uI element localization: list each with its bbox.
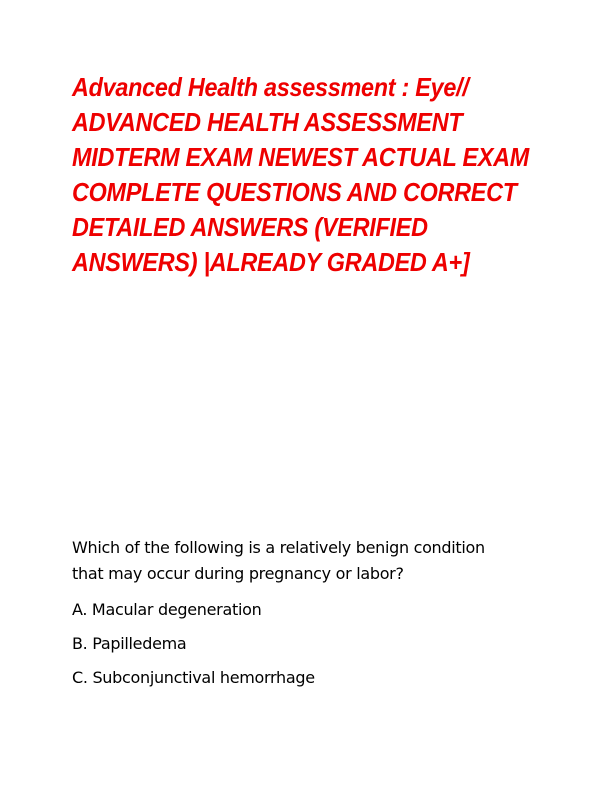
answer-option-a: A. Macular degeneration xyxy=(72,600,262,619)
question-line: that may occur during pregnancy or labor? xyxy=(72,564,404,583)
answer-option-b: B. Papilledema xyxy=(72,634,187,653)
title-line: Advanced Health assessment : Eye// xyxy=(72,72,469,102)
title-line: ADVANCED HEALTH ASSESSMENT xyxy=(72,107,463,137)
question-text xyxy=(72,535,542,587)
question-line: Which of the following is a relatively benign condition xyxy=(72,538,485,557)
question-block xyxy=(72,535,542,695)
title-line: ANSWERS) |ALREADY GRADED A+] xyxy=(72,247,470,277)
title-line: MIDTERM EXAM NEWEST ACTUAL EXAM xyxy=(72,142,530,172)
title-line: DETAILED ANSWERS (VERIFIED xyxy=(72,212,428,242)
document-title xyxy=(72,70,530,280)
answer-options xyxy=(72,593,542,695)
answer-option-c: C. Subconjunctival hemorrhage xyxy=(72,668,315,687)
title-line: COMPLETE QUESTIONS AND CORRECT xyxy=(72,177,517,207)
